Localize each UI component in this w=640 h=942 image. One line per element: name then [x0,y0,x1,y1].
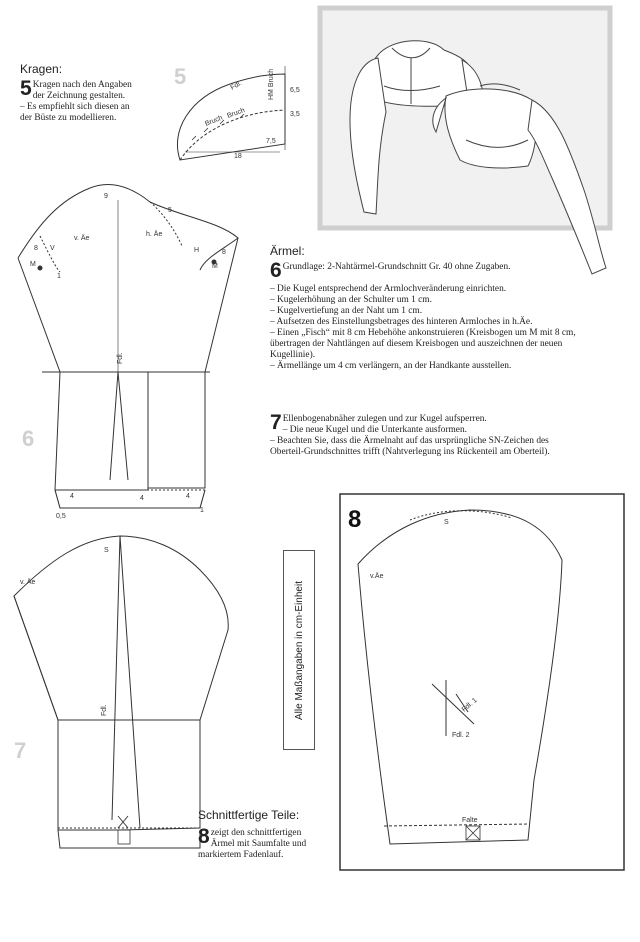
figure-6-sleeve [18,184,238,508]
fig7-s: S [104,547,109,554]
measurement-note-box [283,550,315,750]
collar-note: – Es empfiehlt sich diesen an der Büste zu modellieren. [20,102,130,123]
figure-8-frame [340,494,624,870]
fig6-m-l: M [30,261,36,268]
collar-step-number: 5 [20,77,32,100]
collar-text [20,77,142,124]
sleeve-step6 [270,259,578,372]
figure-6-number: 6 [22,426,35,451]
fig6-four-c: 4 [186,493,190,500]
sleeve-step7 [270,411,578,458]
figure-7-number: 7 [14,738,27,763]
fig5-bruch: Bruch [204,114,224,128]
fig6-v: V [50,245,55,252]
sleeve-step7-number: 7 [270,411,282,434]
fig6-eight-r: 8 [222,249,226,256]
fig6-half: 0,5 [56,513,66,520]
fig5-fdl: Fdl. [229,79,244,92]
sleeve-step6-item: – Einen „Fisch“ mit 8 cm Hebehöhe ankonstruieren (Kreisbogen um M mit 8 cm, übertragen der Nahtlängen auf diesem Kreisbogen und auszeichnen der neuen Kugellinie). [270,328,576,360]
ready-step-number: 8 [198,825,210,848]
fig6-fdl: Fdl. [117,352,124,364]
fig5-v4: 18 [234,153,242,160]
figure-7-sleeve [14,536,228,848]
sleeve-heading: Ärmel: [270,244,305,258]
ready-text [198,825,326,861]
fig6-nine: 9 [104,193,108,200]
collar-heading: Kragen: [20,62,63,76]
fig6-one-b: 1 [200,507,204,514]
sleeve-step6-intro: Grundlage: 2-Nahtärmel-Grundschnitt Gr. 40 ohne Zugaben. [282,262,511,272]
fig8-fdl1: Fdl. 1 [460,696,479,714]
ready-instruction: zeigt den schnittfertigen Ärmel mit Saumfalte und markiertem Fadenlauf. [198,828,307,860]
fig7-fdl: Fdl. [101,704,108,716]
figure-8-number: 8 [348,506,362,533]
fig6-hAe: h. Äe [146,231,163,238]
fig6-m-r: M [212,263,218,270]
fig5-hm: HM Bruch [268,68,275,100]
fig6-four-b: 4 [140,495,144,502]
fig5-v2: 3,5 [290,111,300,118]
sleeve-step7-item: – Die neue Kugel und die Unterkante ausformen. [282,425,468,435]
fig7-vAe: v. Äe [20,579,36,586]
fig8-fdl2: Fdl. 2 [452,732,470,739]
sleeve-step6-item: – Ärmellänge um 4 cm verlängern, an der Handkante ausstellen. [270,361,512,371]
fig6-eight-l: 8 [34,245,38,252]
fig6-one: 1 [57,273,61,280]
sleeve-step7-item: – Beachten Sie, dass die Ärmelnaht auf das ursprüngliche SN-Zeichen des Oberteil-Grundschnittes trifft (Nahtverlegung ins Rückenteil am Oberteil). [270,436,550,457]
fig5-v1: 6,5 [290,87,300,94]
sleeve-step6-number: 6 [270,259,282,282]
fig6-vAe: v. Äe [74,235,90,242]
fig6-five: 5 [168,207,172,214]
sleeve-step6-item: – Die Kugel entsprechend der Armlochveränderung einrichten. [270,284,507,294]
fig8-vAe: v.Äe [370,573,384,580]
sleeve-step7-intro: Ellenbogenabnäher zulegen und zur Kugel aufsperren. [282,414,487,424]
fig8-falte: Falte [462,817,478,824]
fig6-four-a: 4 [70,493,74,500]
fig5-bruch2: Bruch [226,107,246,120]
figure-5-number: 5 [174,64,187,89]
collar-instruction: Kragen nach den Angaben der Zeichnung gestalten. [32,80,132,101]
fig5-v3: 7,5 [266,138,276,145]
fig8-s: S [444,519,449,526]
sleeve-step6-item: – Aufsetzen des Einstellungsbetrages des hinteren Armloches in h.Äe. [270,317,533,327]
sleeve-step6-item: – Kugelerhöhung an der Schulter um 1 cm. [270,295,432,305]
ready-heading: Schnittfertige Teile: [198,808,300,822]
measurement-note: Alle Maßangaben in cm-Einheit [293,580,305,720]
fig6-h: H [194,247,200,254]
sleeve-step6-item: – Kugelvertiefung an der Naht um 1 cm. [270,306,423,316]
